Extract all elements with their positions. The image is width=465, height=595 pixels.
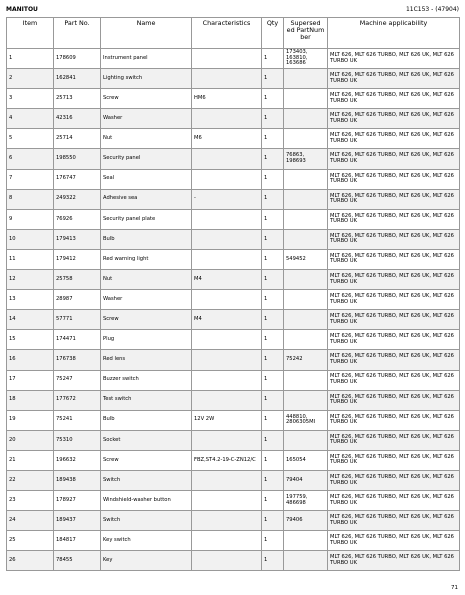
cell-item: 1 [7, 49, 54, 69]
cell-part-no: 249322 [54, 189, 101, 209]
document-reference: 11C153 - (47904) [405, 6, 459, 13]
table-row [7, 491, 460, 511]
cell-qty: 1 [262, 49, 284, 69]
cell-part-no: 42316 [54, 109, 101, 129]
cell-part-no: 25713 [54, 89, 101, 109]
cell-name: Plug [101, 330, 192, 350]
cell-characteristics [192, 430, 262, 450]
table-row [7, 350, 460, 370]
cell-machine-applicability: MLT 626, MLT 626 TURBO, MLT 626 UK, MLT 626 TURBO UK [328, 129, 460, 149]
cell-qty: 1 [262, 390, 284, 410]
cell-part-no: 184817 [54, 531, 101, 551]
cell-machine-applicability: MLT 626, MLT 626 TURBO, MLT 626 UK, MLT 626 TURBO UK [328, 430, 460, 450]
cell-characteristics [192, 470, 262, 490]
cell-item: 8 [7, 189, 54, 209]
cell-part-no: 78455 [54, 551, 101, 571]
parts-table [6, 17, 460, 571]
cell-machine-applicability: MLT 626, MLT 626 TURBO, MLT 626 UK, MLT 626 TURBO UK [328, 69, 460, 89]
cell-characteristics: FBZ,ST4.2-19-C-ZN12/C [192, 450, 262, 470]
table-row [7, 209, 460, 229]
cell-machine-applicability: MLT 626, MLT 626 TURBO, MLT 626 UK, MLT 626 TURBO UK [328, 410, 460, 430]
cell-characteristics [192, 551, 262, 571]
table-row [7, 370, 460, 390]
cell-qty: 1 [262, 69, 284, 89]
cell-qty: 1 [262, 169, 284, 189]
cell-name: Buzzer switch [101, 370, 192, 390]
table-row [7, 249, 460, 269]
cell-qty: 1 [262, 149, 284, 169]
cell-item: 24 [7, 511, 54, 531]
cell-superseded: 197759, 486698 [284, 491, 328, 511]
cell-part-no: 198550 [54, 149, 101, 169]
cell-machine-applicability: MLT 626, MLT 626 TURBO, MLT 626 UK, MLT 626 TURBO UK [328, 89, 460, 109]
cell-machine-applicability: MLT 626, MLT 626 TURBO, MLT 626 UK, MLT 626 TURBO UK [328, 370, 460, 390]
cell-machine-applicability: MLT 626, MLT 626 TURBO, MLT 626 UK, MLT 626 TURBO UK [328, 109, 460, 129]
cell-superseded [284, 390, 328, 410]
table-row [7, 531, 460, 551]
cell-item: 15 [7, 330, 54, 350]
cell-machine-applicability: MLT 626, MLT 626 TURBO, MLT 626 UK, MLT 626 TURBO UK [328, 511, 460, 531]
cell-item: 7 [7, 169, 54, 189]
cell-characteristics [192, 531, 262, 551]
cell-qty: 1 [262, 109, 284, 129]
cell-qty: 1 [262, 189, 284, 209]
table-row [7, 169, 460, 189]
table-row [7, 511, 460, 531]
cell-part-no: 75247 [54, 370, 101, 390]
cell-part-no: 179412 [54, 249, 101, 269]
cell-part-no: 196632 [54, 450, 101, 470]
cell-part-no: 174471 [54, 330, 101, 350]
cell-machine-applicability: MLT 626, MLT 626 TURBO, MLT 626 UK, MLT 626 TURBO UK [328, 290, 460, 310]
cell-part-no: 25714 [54, 129, 101, 149]
cell-item: 2 [7, 69, 54, 89]
cell-characteristics [192, 491, 262, 511]
cell-item: 16 [7, 350, 54, 370]
cell-qty: 1 [262, 410, 284, 430]
cell-item: 11 [7, 249, 54, 269]
cell-machine-applicability: MLT 626, MLT 626 TURBO, MLT 626 UK, MLT 626 TURBO UK [328, 229, 460, 249]
column-header-superseded: Supersed ed PartNum ber [284, 18, 328, 49]
column-header-part-no: Part No. [54, 18, 101, 49]
cell-machine-applicability: MLT 626, MLT 626 TURBO, MLT 626 UK, MLT 626 TURBO UK [328, 330, 460, 350]
cell-superseded [284, 109, 328, 129]
brand-name: MANITOU [6, 6, 38, 13]
cell-characteristics [192, 330, 262, 350]
cell-superseded [284, 370, 328, 390]
table-row [7, 109, 460, 129]
cell-item: 17 [7, 370, 54, 390]
cell-name: Bulb [101, 229, 192, 249]
cell-superseded [284, 209, 328, 229]
cell-qty: 1 [262, 330, 284, 350]
table-row [7, 89, 460, 109]
cell-part-no: 176747 [54, 169, 101, 189]
cell-name: Security panel [101, 149, 192, 169]
cell-superseded [284, 169, 328, 189]
cell-part-no: 179413 [54, 229, 101, 249]
cell-qty: 1 [262, 89, 284, 109]
cell-machine-applicability: MLT 626, MLT 626 TURBO, MLT 626 UK, MLT 626 TURBO UK [328, 49, 460, 69]
cell-qty: 1 [262, 310, 284, 330]
table-row [7, 470, 460, 490]
table-header-row [7, 18, 460, 49]
cell-qty: 1 [262, 249, 284, 269]
cell-part-no: 75310 [54, 430, 101, 450]
cell-item: 3 [7, 89, 54, 109]
cell-name: Lighting switch [101, 69, 192, 89]
cell-characteristics: M6 [192, 129, 262, 149]
cell-superseded [284, 229, 328, 249]
cell-name: Washer [101, 290, 192, 310]
cell-characteristics [192, 209, 262, 229]
cell-qty: 1 [262, 491, 284, 511]
column-header-characteristics: Characteristics [192, 18, 262, 49]
cell-characteristics: M4 [192, 270, 262, 290]
cell-name: Socket [101, 430, 192, 450]
cell-qty: 1 [262, 551, 284, 571]
cell-name: Windshield-washer button [101, 491, 192, 511]
cell-superseded: 79404 [284, 470, 328, 490]
cell-part-no: 75241 [54, 410, 101, 430]
cell-part-no: 178927 [54, 491, 101, 511]
cell-part-no: 189438 [54, 470, 101, 490]
table-row [7, 330, 460, 350]
cell-name: Washer [101, 109, 192, 129]
column-header-qty: Qty [262, 18, 284, 49]
cell-characteristics [192, 350, 262, 370]
cell-part-no: 162841 [54, 69, 101, 89]
cell-superseded [284, 430, 328, 450]
cell-qty: 1 [262, 511, 284, 531]
cell-part-no: 189437 [54, 511, 101, 531]
cell-name: Red warning light [101, 249, 192, 269]
table-row [7, 189, 460, 209]
cell-part-no: 57771 [54, 310, 101, 330]
cell-machine-applicability: MLT 626, MLT 626 TURBO, MLT 626 UK, MLT 626 TURBO UK [328, 491, 460, 511]
cell-machine-applicability: MLT 626, MLT 626 TURBO, MLT 626 UK, MLT 626 TURBO UK [328, 470, 460, 490]
cell-name: Instrument panel [101, 49, 192, 69]
cell-machine-applicability: MLT 626, MLT 626 TURBO, MLT 626 UK, MLT 626 TURBO UK [328, 149, 460, 169]
cell-superseded: 448810, 2806305MI [284, 410, 328, 430]
cell-item: 20 [7, 430, 54, 450]
cell-name: Nut [101, 270, 192, 290]
cell-name: Seal [101, 169, 192, 189]
cell-name: Screw [101, 450, 192, 470]
cell-item: 10 [7, 229, 54, 249]
table-row [7, 229, 460, 249]
page-number: 71 [451, 585, 458, 591]
cell-item: 23 [7, 491, 54, 511]
cell-qty: 1 [262, 430, 284, 450]
cell-qty: 1 [262, 209, 284, 229]
cell-name: Bulb [101, 410, 192, 430]
cell-superseded [284, 551, 328, 571]
cell-characteristics [192, 229, 262, 249]
cell-qty: 1 [262, 370, 284, 390]
cell-superseded: 173403, 163810, 163686 [284, 49, 328, 69]
cell-characteristics [192, 290, 262, 310]
table-row [7, 270, 460, 290]
cell-qty: 1 [262, 290, 284, 310]
cell-superseded [284, 69, 328, 89]
cell-name: Screw [101, 310, 192, 330]
cell-part-no: 177672 [54, 390, 101, 410]
cell-qty: 1 [262, 450, 284, 470]
cell-superseded [284, 89, 328, 109]
cell-item: 22 [7, 470, 54, 490]
cell-characteristics [192, 109, 262, 129]
cell-item: 18 [7, 390, 54, 410]
cell-characteristics [192, 149, 262, 169]
cell-part-no: 178609 [54, 49, 101, 69]
cell-item: 13 [7, 290, 54, 310]
cell-superseded: 79406 [284, 511, 328, 531]
cell-part-no: 176738 [54, 350, 101, 370]
cell-qty: 1 [262, 229, 284, 249]
cell-name: Test switch [101, 390, 192, 410]
cell-item: 19 [7, 410, 54, 430]
table-row [7, 310, 460, 330]
cell-machine-applicability: MLT 626, MLT 626 TURBO, MLT 626 UK, MLT 626 TURBO UK [328, 249, 460, 269]
cell-machine-applicability: MLT 626, MLT 626 TURBO, MLT 626 UK, MLT 626 TURBO UK [328, 390, 460, 410]
cell-item: 26 [7, 551, 54, 571]
cell-characteristics: 12V 2W [192, 410, 262, 430]
cell-superseded: 165054 [284, 450, 328, 470]
cell-name: Key [101, 551, 192, 571]
cell-item: 12 [7, 270, 54, 290]
cell-characteristics: HM6 [192, 89, 262, 109]
cell-superseded [284, 330, 328, 350]
column-header-machine-applicability: Machine applicability [328, 18, 460, 49]
table-row [7, 149, 460, 169]
cell-name: Nut [101, 129, 192, 149]
cell-name: Key switch [101, 531, 192, 551]
cell-qty: 1 [262, 129, 284, 149]
cell-superseded [284, 310, 328, 330]
cell-qty: 1 [262, 470, 284, 490]
cell-qty: 1 [262, 270, 284, 290]
cell-name: Security panel plate [101, 209, 192, 229]
cell-machine-applicability: MLT 626, MLT 626 TURBO, MLT 626 UK, MLT 626 TURBO UK [328, 310, 460, 330]
cell-characteristics [192, 370, 262, 390]
cell-characteristics [192, 511, 262, 531]
cell-characteristics [192, 390, 262, 410]
column-header-item: Item [7, 18, 54, 49]
cell-part-no: 28987 [54, 290, 101, 310]
cell-item: 25 [7, 531, 54, 551]
cell-name: Screw [101, 89, 192, 109]
table-row [7, 129, 460, 149]
cell-characteristics [192, 169, 262, 189]
cell-item: 14 [7, 310, 54, 330]
cell-item: 21 [7, 450, 54, 470]
column-header-name: Name [101, 18, 192, 49]
table-row [7, 49, 460, 69]
cell-characteristics: M4 [192, 310, 262, 330]
cell-item: 9 [7, 209, 54, 229]
cell-part-no: 25758 [54, 270, 101, 290]
cell-characteristics [192, 249, 262, 269]
cell-machine-applicability: MLT 626, MLT 626 TURBO, MLT 626 UK, MLT 626 TURBO UK [328, 209, 460, 229]
cell-name: Red lens [101, 350, 192, 370]
cell-machine-applicability: MLT 626, MLT 626 TURBO, MLT 626 UK, MLT 626 TURBO UK [328, 531, 460, 551]
cell-item: 4 [7, 109, 54, 129]
cell-name: Switch [101, 470, 192, 490]
table-row [7, 450, 460, 470]
cell-qty: 1 [262, 531, 284, 551]
cell-name: Switch [101, 511, 192, 531]
table-row [7, 390, 460, 410]
cell-superseded: 549452 [284, 249, 328, 269]
cell-superseded [284, 129, 328, 149]
cell-superseded [284, 290, 328, 310]
cell-characteristics [192, 69, 262, 89]
cell-machine-applicability: MLT 626, MLT 626 TURBO, MLT 626 UK, MLT 626 TURBO UK [328, 551, 460, 571]
cell-item: 6 [7, 149, 54, 169]
cell-superseded [284, 270, 328, 290]
table-row [7, 410, 460, 430]
cell-part-no: 76926 [54, 209, 101, 229]
cell-superseded: 76863, 198693 [284, 149, 328, 169]
cell-characteristics [192, 49, 262, 69]
cell-superseded: 75242 [284, 350, 328, 370]
cell-machine-applicability: MLT 626, MLT 626 TURBO, MLT 626 UK, MLT 626 TURBO UK [328, 450, 460, 470]
table-row [7, 430, 460, 450]
table-row [7, 290, 460, 310]
cell-machine-applicability: MLT 626, MLT 626 TURBO, MLT 626 UK, MLT 626 TURBO UK [328, 270, 460, 290]
cell-characteristics: - [192, 189, 262, 209]
cell-name: Adhesive sea [101, 189, 192, 209]
cell-machine-applicability: MLT 626, MLT 626 TURBO, MLT 626 UK, MLT 626 TURBO UK [328, 189, 460, 209]
cell-superseded [284, 189, 328, 209]
cell-item: 5 [7, 129, 54, 149]
cell-machine-applicability: MLT 626, MLT 626 TURBO, MLT 626 UK, MLT 626 TURBO UK [328, 169, 460, 189]
cell-superseded [284, 531, 328, 551]
table-row [7, 69, 460, 89]
cell-machine-applicability: MLT 626, MLT 626 TURBO, MLT 626 UK, MLT 626 TURBO UK [328, 350, 460, 370]
cell-qty: 1 [262, 350, 284, 370]
table-row [7, 551, 460, 571]
